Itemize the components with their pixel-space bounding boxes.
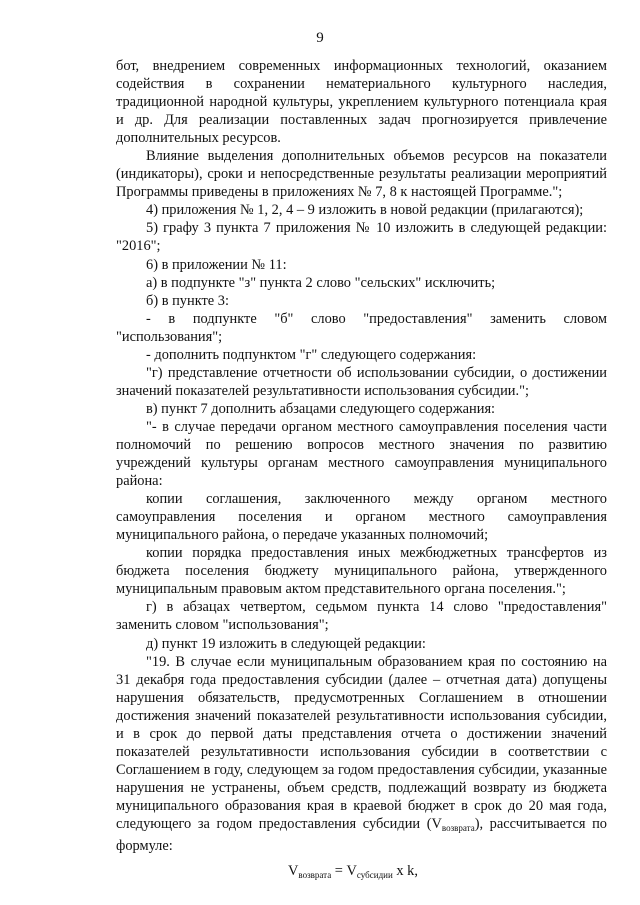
- paragraph: бот, внедрением современных информационных технологий, оказанием содействия в сохранении нематериального культурного наследия, традиционной народной культуры, укреплением культурного потенциала края и др. Для реализации поставленных задач прогнозируется привлечение дополнительных ресурсов.: [116, 58, 607, 147]
- paragraph: б) в пункте 3:: [146, 292, 229, 309]
- paragraph: Влияние выделения дополнительных объемов ресурсов на показатели (индикаторы), сроки и непосредственные результаты реализации мероприятий Программы приведены в приложениях № 7, 8 к настоящей Программе.";: [116, 148, 607, 201]
- formula-equals: =: [331, 863, 347, 880]
- paragraph-19-text: "19. В случае если муниципальным образованием края по состоянию на 31 декабря года предоставления субсидии (далее – отчетная дата) допущены нарушения обязательств, предусмотренных Соглашением в отношении достижения значений показателей результативности использования субсидии, и в срок до первой даты представления отчета о достижении значений показателей результативности использования субсидии в соответствии с Соглашением в году, следующем за годом предоставления субсидии, указанные нарушения не устранены, объем средств, подлежащий возврату из бюджета муниципального образования края в краевой бюджет в срок до 20 мая года, следующего за годом предоставления субсидии (V: [116, 653, 607, 832]
- paragraph: 4) приложения № 1, 2, 4 – 9 изложить в новой редакции (прилагаются);: [146, 202, 584, 219]
- paragraph: в) пункт 7 дополнить абзацами следующего содержания:: [146, 400, 496, 417]
- paragraph-19-tail: ), рассчитывается по формуле:: [116, 815, 607, 855]
- formula-rhs-symbol: V: [346, 863, 357, 880]
- formula-lhs-sub: возврата: [298, 870, 332, 881]
- paragraph: а) в подпункте "з" пункта 2 слово "сельских" исключить;: [146, 274, 496, 291]
- paragraph-19-subscript: возврата: [441, 822, 475, 833]
- paragraph-list: [116, 57, 607, 653]
- formula-rhs-sub: субсидии: [356, 870, 393, 881]
- paragraph-19: [116, 653, 607, 856]
- formula-lhs-symbol: V: [288, 863, 299, 880]
- paragraph: "- в случае передачи органом местного самоуправления поселения части полномочий по решению вопросов местного значения по развитию учреждений культуры органам местного самоуправления муниципального района:: [116, 418, 607, 490]
- paragraph: г) в абзацах четвертом, седьмом пункта 14 слово "предоставления" заменить словом "использования";: [116, 599, 607, 634]
- formula-rest: x k,: [392, 863, 418, 880]
- formula: [116, 861, 607, 885]
- paragraph: копии порядка предоставления иных межбюджетных трансфертов из бюджета поселения бюджету муниципального района, утвержденного муниципальным правовым актом представительного органа поселения.";: [116, 545, 607, 598]
- paragraph: д) пункт 19 изложить в следующей редакции:: [146, 635, 426, 652]
- paragraph: 5) графу 3 пункта 7 приложения № 10 изложить в следующей редакции: "2016";: [116, 220, 607, 255]
- paragraph: "г) представление отчетности об использовании субсидии, о достижении значений показателей результативности использования субсидии.";: [116, 364, 607, 399]
- paragraph: копии соглашения, заключенного между органом местного самоуправления поселения и органом местного самоуправления муниципального района, о передаче указанных полномочий;: [116, 491, 607, 544]
- paragraph: - дополнить подпунктом "г" следующего содержания:: [146, 346, 477, 363]
- document-body: [116, 57, 607, 885]
- paragraph: 6) в приложении № 11:: [146, 256, 287, 273]
- page-number: 9: [316, 30, 324, 46]
- paragraph: - в подпункте "б" слово "предоставления" заменить словом "использования";: [116, 310, 607, 345]
